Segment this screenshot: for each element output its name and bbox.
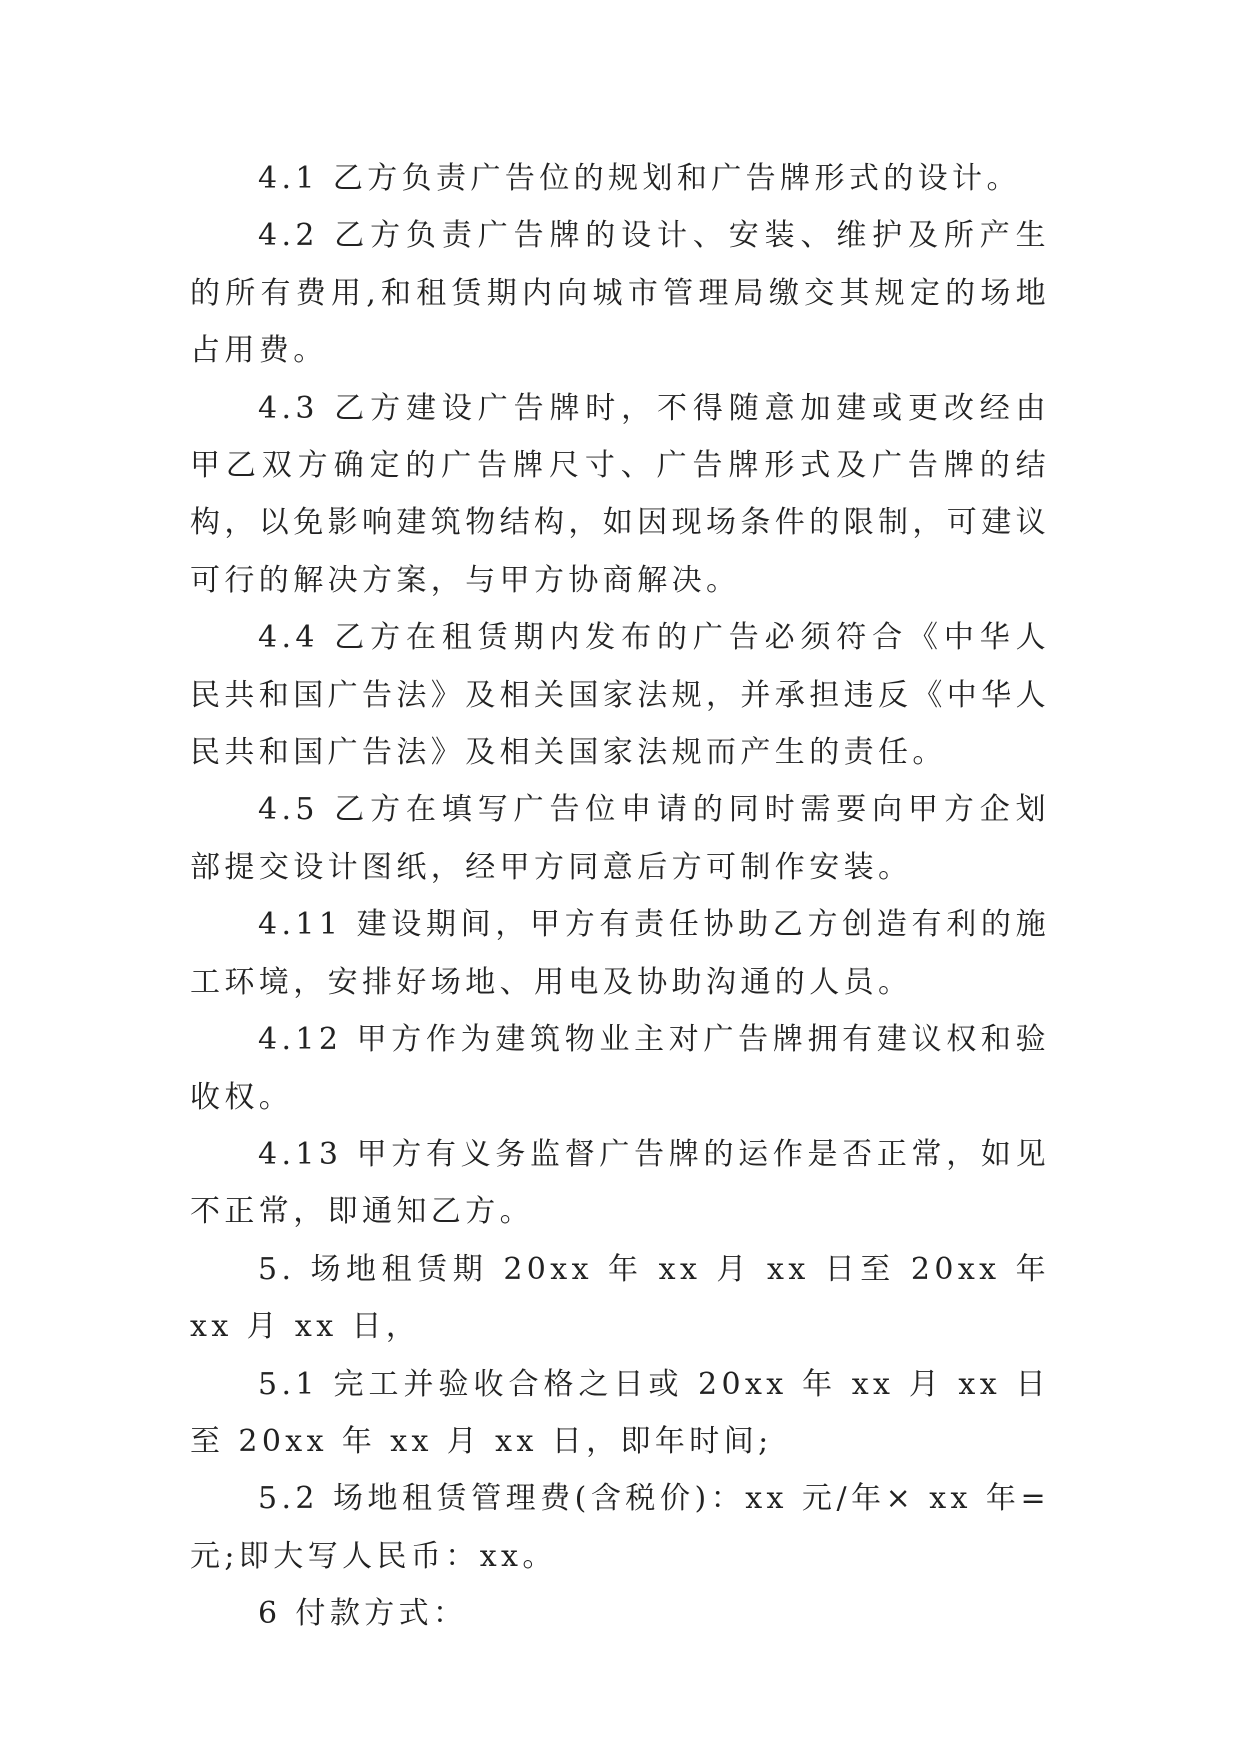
paragraph-5-2: 5.2 场地租赁管理费(含税价)：xx 元/年× xx 年=元;即大写人民币：xx。	[190, 1481, 1050, 1574]
paragraph-4-13: 4.13 甲方有义务监督广告牌的运作是否正常，如见不正常，即通知乙方。	[190, 1136, 1050, 1230]
paragraph-4-5: 4.5 乙方在填写广告位申请的同时需要向甲方企划部提交设计图纸，经甲方同意后方可制作安装。	[190, 792, 1050, 885]
paragraph-4-11: 4.11 建设期间，甲方有责任协助乙方创造有利的施工环境，安排好场地、用电及协助沟通的人员。	[190, 907, 1050, 1000]
paragraph-4-4: 4.4 乙方在租赁期内发布的广告必须符合《中华人民共和国广告法》及相关国家法规，并承担违反《中华人民共和国广告法》及相关国家法规而产生的责任。	[190, 620, 1050, 771]
paragraph-5-1: 5.1 完工并验收合格之日或 20xx 年 xx 月 xx 日至 20xx 年 xx 月 xx 日，即年时间;	[190, 1366, 1050, 1459]
paragraph-4-12: 4.12 甲方作为建筑物业主对广告牌拥有建议权和验收权。	[190, 1022, 1050, 1115]
paragraph-4-1: 4.1 乙方负责广告位的规划和广告牌形式的设计。	[258, 161, 1021, 196]
paragraph-4-3: 4.3 乙方建设广告牌时，不得随意加建或更改经由甲乙双方确定的广告牌尺寸、广告牌形式及广告牌的结构，以免影响建筑物结构，如因现场条件的限制，可建议可行的解决方案，与甲方协商解决。	[190, 390, 1050, 598]
contract-text	[190, 150, 1050, 1643]
paragraph-6: 6 付款方式：	[258, 1596, 468, 1632]
paragraph-5: 5. 场地租赁期 20xx 年 xx 月 xx 日至 20xx 年 xx 月 xx 日，	[190, 1251, 1050, 1345]
paragraph-4-2: 4.2 乙方负责广告牌的设计、安装、维护及所产生的所有费用,和租赁期内向城市管理局缴交其规定的场地占用费。	[190, 218, 1050, 369]
